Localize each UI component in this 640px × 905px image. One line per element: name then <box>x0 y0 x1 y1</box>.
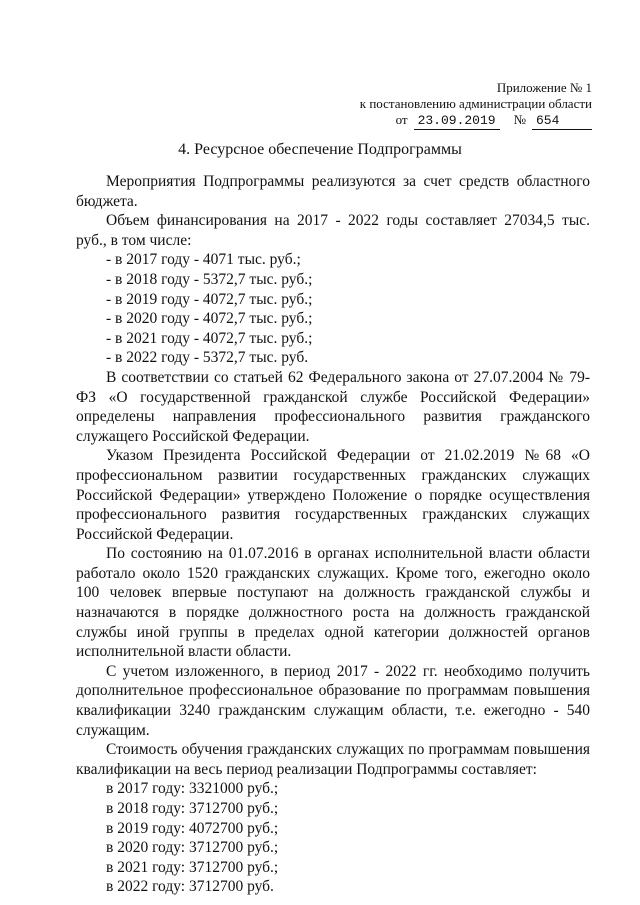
paragraph-federal-law: В соответствии со статьей 62 Федерального закона от 27.07.2004 № 79-ФЗ «О государственной гражданской службе Российской Федерации» определены направления профессионального развития гражданского служащего Российской Федерации. <box>76 368 590 445</box>
paragraph-staff-count: По состоянию на 01.07.2016 в органах исполнительной власти области работало около 1520 гражданских служащих. Кроме того, ежегодно около 100 человек впервые поступают на должность гражданской службы и назначаются в порядке должностного роста на должность гражданской службы иной группы в пределах одной категории должностей органов исполнительной власти области. <box>76 545 590 661</box>
section-title: 4. Ресурсное обеспечение Подпрограммы <box>178 141 462 158</box>
list-item: в 2017 году: 3321000 руб.; <box>106 780 279 798</box>
from-label: от <box>395 112 408 127</box>
list-item: - в 2022 году - 5372,7 тыс. руб. <box>106 349 309 367</box>
paragraph-funding-source: Мероприятия Подпрограммы реализуются за счет средств областного бюджета. <box>76 173 590 210</box>
appendix-resolution: к постановлению администрации области <box>359 96 592 111</box>
list-item: в 2022 году: 3712700 руб. <box>106 878 274 896</box>
number-label: № <box>513 112 526 127</box>
paragraph-training-cost: Стоимость обучения гражданских служащих по программам повышения квалификации на весь период реализации Подпрограммы составляет: <box>76 741 590 778</box>
list-item: - в 2020 году - 4072,7 тыс. руб.; <box>106 310 313 328</box>
funding-list <box>76 250 590 368</box>
document-body <box>76 172 590 897</box>
cost-list <box>76 779 590 897</box>
appendix-reference <box>360 112 592 130</box>
list-item: - в 2018 году - 5372,7 тыс. руб.; <box>106 270 313 288</box>
resolution-date: 23.09.2019 <box>414 113 500 130</box>
appendix-header <box>360 80 592 130</box>
paragraph-decree: Указом Президента Российской Федерации от 21.02.2019 №68 «О профессиональном развитии государственных гражданских служащих Российской Федерации» утверждено Положение о порядке осуществления профессионального развития государственных гражданских служащих Российской Федерации. <box>76 447 590 543</box>
list-item: в 2019 году: 4072700 руб.; <box>106 819 279 837</box>
list-item: - в 2017 году - 4071 тыс. руб.; <box>106 251 301 269</box>
appendix-number: Приложение № 1 <box>496 80 592 95</box>
resolution-number: 654 <box>532 113 592 130</box>
list-item: - в 2021 году - 4072,7 тыс. руб.; <box>106 329 313 347</box>
list-item: в 2020 году: 3712700 руб.; <box>106 839 279 857</box>
list-item: в 2018 году: 3712700 руб.; <box>106 800 279 817</box>
paragraph-training-need: С учетом изложенного, в период 2017 - 2022 гг. необходимо получить дополнительное профессиональное образование по программам повышения квалификации 3240 гражданским служащим области, т.е. ежегодно - 540 служащим. <box>76 662 590 739</box>
paragraph-funding-total: Объем финансирования на 2017 - 2022 годы составляет 27034,5 тыс. руб., в том числе: <box>76 212 590 249</box>
list-item: в 2021 году: 3712700 руб.; <box>106 858 279 876</box>
list-item: - в 2019 году - 4072,7 тыс. руб.; <box>106 290 313 308</box>
